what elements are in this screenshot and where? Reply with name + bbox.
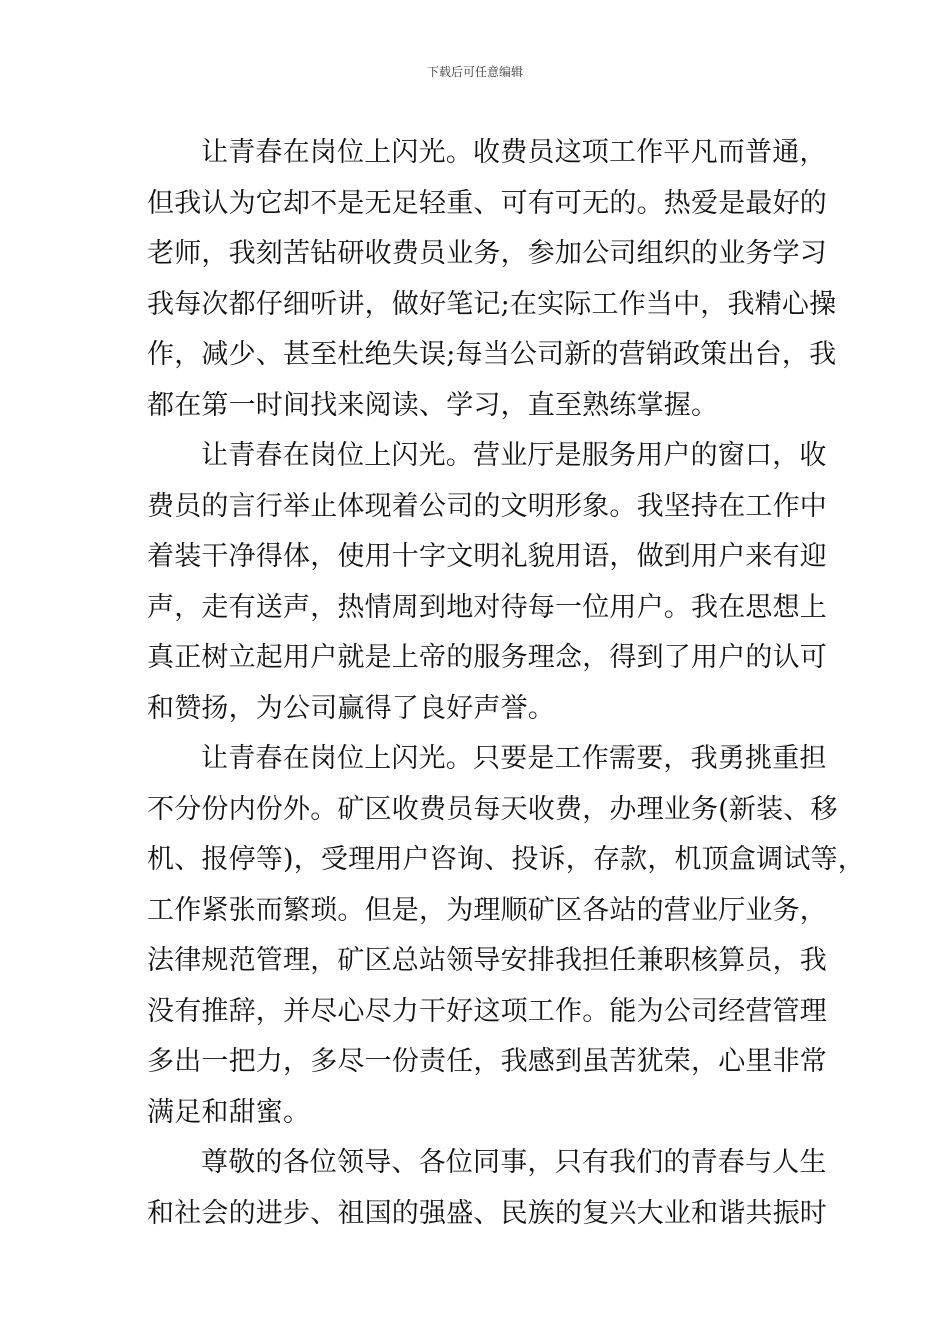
text-line: 我每次都仔细听讲，做好笔记;在实际工作当中，我精心操 bbox=[147, 288, 837, 320]
paragraph-first-line: 让青春在岗位上闪光。收费员这项工作平凡而普通， bbox=[201, 137, 827, 168]
text-line: 不分份内份外。矿区收费员每天收费，办理业务(新装、移 bbox=[147, 793, 838, 825]
text-line: 老师，我刻苦钻研收费员业务，参加公司组织的业务学习 bbox=[147, 238, 827, 269]
document-body bbox=[147, 128, 865, 1239]
text-line: 着装干净得体，使用十字文明礼貌用语，做到用户来有迎 bbox=[147, 541, 827, 572]
paragraph-first-line: 让青春在岗位上闪光。营业厅是服务用户的窗口，收 bbox=[201, 440, 827, 471]
text-line: 真正树立起用户就是上帝的服务理念，得到了用户的认可 bbox=[147, 642, 827, 673]
text-line: 费员的言行举止体现着公司的文明形象。我坚持在工作中 bbox=[147, 490, 827, 522]
text-line: 和赞扬，为公司赢得了良好声誉。 bbox=[147, 692, 555, 724]
paragraph-first-line: 尊敬的各位领导、各位同事，只有我们的青春与人生 bbox=[201, 1147, 827, 1178]
text-line: 但我认为它却不是无足轻重、可有可无的。热爱是最好的 bbox=[147, 187, 827, 219]
text-line: 都在第一时间找来阅读、学习，直至熟练掌握。 bbox=[147, 389, 719, 421]
text-line: 没有推辞，并尽心尽力干好这项工作。能为公司经营管理 bbox=[147, 995, 827, 1027]
page-header: 下载后可任意编辑 bbox=[426, 65, 523, 79]
text-line: 法律规范管理，矿区总站领导安排我担任兼职核算员，我 bbox=[147, 945, 827, 976]
text-line: 满足和甜蜜。 bbox=[147, 1096, 311, 1128]
text-line: 机、报停等)，受理用户咨询、投诉，存款，机顶盒调试等， bbox=[147, 844, 865, 875]
text-line: 和社会的进步、祖国的强盛、民族的复兴大业和谐共振时 bbox=[147, 1197, 827, 1229]
text-line: 多出一把力，多尽一份责任，我感到虽苦犹荣，心里非常 bbox=[147, 1046, 827, 1077]
text-line: 作，减少、甚至杜绝失误;每当公司新的营销政策出台，我 bbox=[147, 339, 837, 370]
text-line: 声，走有送声，热情周到地对待每一位用户。我在思想上 bbox=[147, 591, 827, 623]
text-line: 工作紧张而繁琐。但是，为理顺矿区各站的营业厅业务， bbox=[147, 894, 827, 926]
paragraph-first-line: 让青春在岗位上闪光。只要是工作需要，我勇挑重担 bbox=[201, 743, 827, 774]
